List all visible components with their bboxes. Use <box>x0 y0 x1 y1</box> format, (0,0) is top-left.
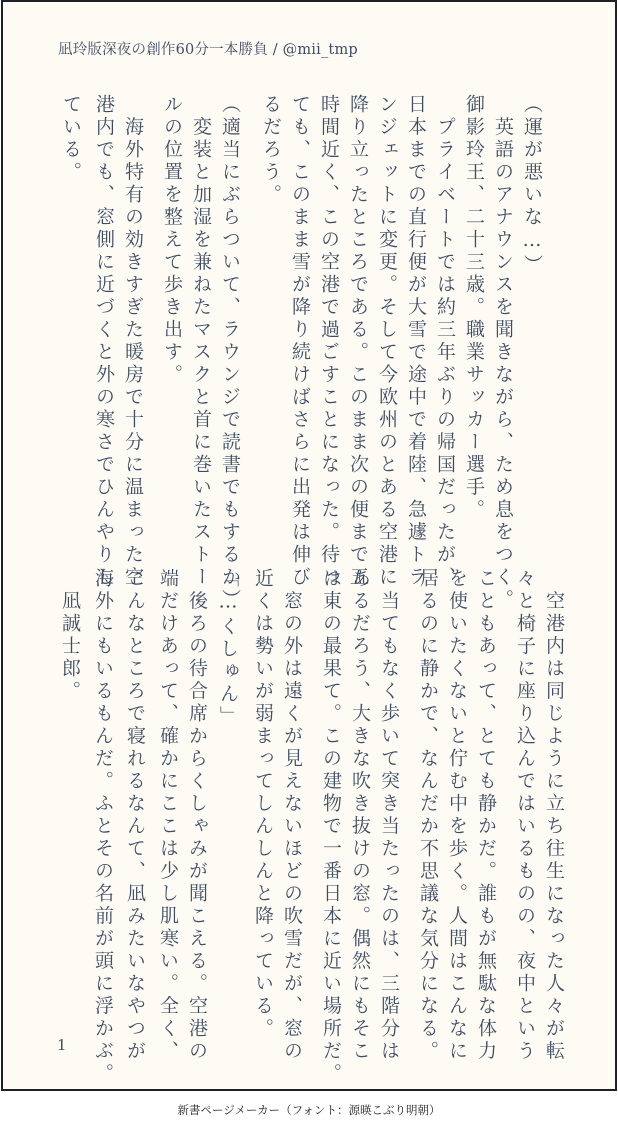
text-column: 後ろの待合席からくしゃみが聞こえる。空港の <box>186 568 208 1063</box>
footer-credit: 新書ページメーカー（フォント：源暎こぶり明朝） <box>177 1103 441 1117</box>
text-column: 近くは勢いが弱まってしんしんと降っている。 <box>252 568 274 1041</box>
text-column: （適当にぶらついて、ラウンジで読書でもするか） <box>219 94 241 612</box>
text-column: 日本までの直行便が大雪で途中で着陸、急遽トラ <box>405 94 427 589</box>
page-number: 1 <box>57 1036 67 1054</box>
text-column: こともあって、とても静かだ。誰もが無駄な体力 <box>475 568 497 1063</box>
text-column: ルの位置を整えて歩き出す。 <box>161 94 183 387</box>
text-column: は東の最果て。この建物で一番日本に近い場所だ。 <box>320 568 342 1086</box>
text-column: 海外にもいるもんだ。ふとその名前が頭に浮かぶ。 <box>92 568 114 1086</box>
text-column: 空港内は同じように立ち往生になった人々が転 <box>543 568 565 1063</box>
text-column: プライベートでは約三年ぶりの帰国だったが、 <box>434 94 456 589</box>
text-column: 居るのに静かで、なんだか不思議な気分になる。 <box>417 568 439 1063</box>
text-column: あるだろう、大きな吹き抜けの窓。偶然にもそこ <box>349 568 371 1063</box>
text-column: 々と椅子に座り込んではいるものの、夜中という <box>514 568 536 1063</box>
text-column: 凪誠士郎。 <box>59 568 81 703</box>
text-column: ても、このまま雪が降り続けばさらに出発は伸び <box>289 94 311 589</box>
text-column: 窓の外は遠くが見えないほどの吹雪だが、窓の <box>281 568 303 1063</box>
text-column: るだろう。 <box>260 94 282 207</box>
text-column: ンジェットに変更。そして今欧州のとある空港に <box>376 94 398 589</box>
text-column: こんなところで寝れるなんて、凪みたいなやつが <box>124 568 146 1063</box>
text-column: 英語のアナウンスを聞きながら、ため息をつく。 <box>492 94 514 612</box>
text-column: 御影玲王、二十三歳。職業サッカー選手。 <box>463 94 485 522</box>
text-column: 港内でも、窓側に近づくと外の寒さでひんやりし <box>93 94 115 589</box>
text-column: 降り立ったところである。このまま次の便まで五 <box>347 94 369 589</box>
text-column: 海外特有の効きすぎた暖房で十分に温まった空 <box>122 94 144 589</box>
page-header: 凪玲版深夜の創作60分一本勝負 / @mii_tmp <box>58 42 358 58</box>
text-column: 変装と加湿を兼ねたマスクと首に巻いたストー <box>190 94 212 589</box>
text-column: 「…くしゅん」 <box>217 568 239 729</box>
text-column: 時間近く、この空港で過ごすことになった。待っ <box>318 94 340 589</box>
text-column: （運が悪いな…） <box>521 94 543 277</box>
text-column: 端だけあって、確かにここは少し肌寒い。全く、 <box>157 568 179 1063</box>
text-column: 当てもなく歩いて突き当たったのは、三階分は <box>378 568 400 1063</box>
text-column: ている。 <box>60 94 82 184</box>
text-column: を使いたくないと佇む中を歩く。人間はこんなに <box>446 568 468 1063</box>
book-page <box>1 0 617 1091</box>
